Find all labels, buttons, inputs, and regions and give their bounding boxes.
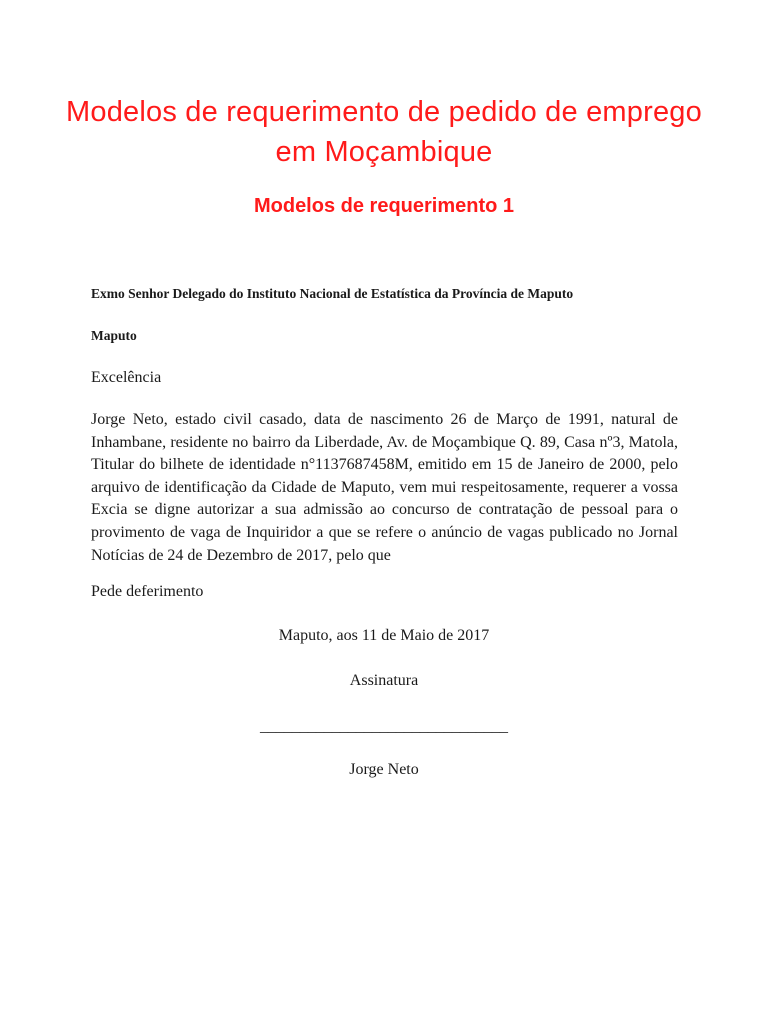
signature-line: _______________________________ — [260, 718, 508, 735]
signer-name: Jorge Neto — [349, 761, 419, 778]
document-subtitle: Modelos de requerimento 1 — [253, 195, 515, 217]
closing-line: Pede deferimento — [91, 583, 204, 600]
addressee-line: Exmo Senhor Delegado do Instituto Nacional de Estatística da Província de Maputo — [91, 286, 574, 301]
document-title: Modelos de requerimento de pedido de emprego em Moçambique — [66, 96, 702, 168]
salutation: Excelência — [91, 369, 162, 386]
addressee-city: Maputo — [91, 328, 137, 343]
letter-body: Jorge Neto, estado civil casado, data de nascimento 26 de Março de 1991, natural de Inhambane, residente no bairro da Liberdade, Av. de Moçambique Q. 89, Casa nº3, Matola, Titular do bilhete de identidade n°1137687458M, emitido em 15 de Janeiro de 2000, pelo arquivo de identificação da Cidade de Maputo, vem mui respeitosamente, requerer a vossa Excia se digne autorizar a sua admissão ao concurso de contratação de pessoal para o provimento de vaga de Inquiridor a que se refere o anúncio de vagas publicado no Jornal Notícias de 24 de Dezembro de 2017, pelo que — [91, 411, 678, 564]
place-and-date: Maputo, aos 11 de Maio de 2017 — [278, 627, 490, 644]
signature-label: Assinatura — [349, 672, 419, 689]
